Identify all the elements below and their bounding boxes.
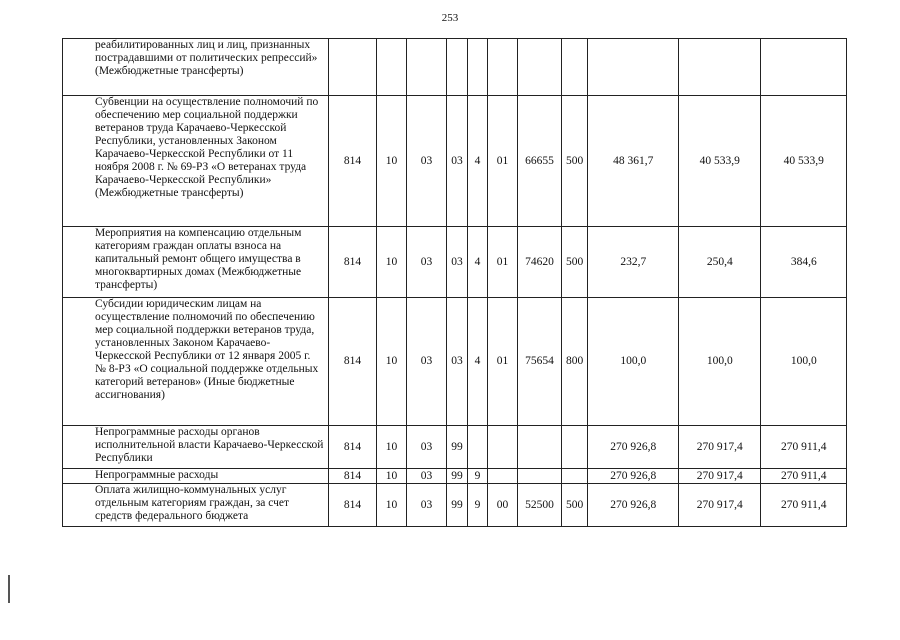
row-name: Оплата жилищно-коммунальных услуг отдельным категориям граждан, за счет средств федерального бюджета: [63, 484, 329, 527]
amount-col2: 100,0: [679, 298, 761, 426]
direction-code: [518, 39, 562, 96]
main-event-code: 01: [488, 227, 518, 298]
admin-code: 814: [329, 227, 377, 298]
expense-type-code: 800: [562, 298, 588, 426]
subprogram-code: 9: [468, 484, 488, 527]
expense-type-code: [562, 39, 588, 96]
amount-col3: 100,0: [761, 298, 847, 426]
table-row: [63, 96, 847, 227]
section-code: 10: [377, 298, 407, 426]
section-code: [377, 39, 407, 96]
admin-code: 814: [329, 469, 377, 484]
main-event-code: 00: [488, 484, 518, 527]
row-name: Субвенции на осуществление полномочий по обеспечению мер социальной поддержки ветеранов труда Карачаево-Черкесской Республики, установленных Законом Карачаево-Черкесской Республики от 11 ноября 2008 г. № 69-РЗ «О ветеранах труда Карачаево-Черкесской Республики» (Межбюджетные трансферты): [63, 96, 329, 227]
row-name: Непрограммные расходы: [63, 469, 329, 484]
admin-code: 814: [329, 298, 377, 426]
subprogram-code: 4: [468, 96, 488, 227]
subprogram-code: [468, 426, 488, 469]
subprogram-code: 4: [468, 298, 488, 426]
table-row: [63, 469, 847, 484]
amount-col1: 100,0: [588, 298, 679, 426]
amount-col3: 270 911,4: [761, 484, 847, 527]
expense-type-code: 500: [562, 96, 588, 227]
amount-col2: 250,4: [679, 227, 761, 298]
main-event-code: [488, 469, 518, 484]
main-event-code: [488, 426, 518, 469]
direction-code: 66655: [518, 96, 562, 227]
expense-type-code: 500: [562, 484, 588, 527]
expense-type-code: [562, 426, 588, 469]
table-row: [63, 39, 847, 96]
subsection-code: 03: [407, 96, 447, 227]
subprogram-code: 4: [468, 227, 488, 298]
amount-col2: 40 533,9: [679, 96, 761, 227]
amount-col3: 270 911,4: [761, 469, 847, 484]
budget-table: [62, 38, 847, 527]
amount-col1: 48 361,7: [588, 96, 679, 227]
program-code: 99: [447, 469, 468, 484]
amount-col1: [588, 39, 679, 96]
row-name: Мероприятия на компенсацию отдельным категориям граждан оплаты взноса на капитальный ремонт общего имущества в многоквартирных домах (Межбюджетные трансферты): [63, 227, 329, 298]
program-code: 03: [447, 298, 468, 426]
amount-col3: 270 911,4: [761, 426, 847, 469]
table-row: [63, 227, 847, 298]
subprogram-code: [468, 39, 488, 96]
section-code: 10: [377, 469, 407, 484]
subsection-code: 03: [407, 426, 447, 469]
subsection-code: 03: [407, 469, 447, 484]
section-code: 10: [377, 426, 407, 469]
direction-code: [518, 469, 562, 484]
admin-code: [329, 39, 377, 96]
row-name: реабилитированных лиц и лиц, признанных пострадавшими от политических репрессий» (Межбюджетные трансферты): [63, 39, 329, 96]
subsection-code: 03: [407, 298, 447, 426]
page-number: 253: [441, 12, 459, 24]
amount-col2: 270 917,4: [679, 484, 761, 527]
main-event-code: [488, 39, 518, 96]
amount-col2: [679, 39, 761, 96]
amount-col2: 270 917,4: [679, 469, 761, 484]
expense-type-code: 500: [562, 227, 588, 298]
section-code: 10: [377, 227, 407, 298]
row-name: Непрограммные расходы органов исполнительной власти Карачаево-Черкесской Республики: [63, 426, 329, 469]
table-row: [63, 484, 847, 527]
amount-col2: 270 917,4: [679, 426, 761, 469]
direction-code: 75654: [518, 298, 562, 426]
amount-col1: 270 926,8: [588, 484, 679, 527]
amount-col1: 232,7: [588, 227, 679, 298]
table-row: [63, 426, 847, 469]
expense-type-code: [562, 469, 588, 484]
amount-col3: [761, 39, 847, 96]
subsection-code: 03: [407, 484, 447, 527]
direction-code: 52500: [518, 484, 562, 527]
program-code: 03: [447, 96, 468, 227]
table-row: [63, 298, 847, 426]
row-name: Субсидии юридическим лицам на осуществление полномочий по обеспечению мер социальной поддержки ветеранов труда, установленных Законом Карачаево-Черкесской Республики от 12 января 2005 г. № 8-РЗ «О социальной поддержке отдельных категорий ветеранов» (Иные бюджетные ассигнования): [63, 298, 329, 426]
scan-edge-mark: [8, 575, 10, 603]
direction-code: [518, 426, 562, 469]
program-code: 99: [447, 426, 468, 469]
admin-code: 814: [329, 426, 377, 469]
subprogram-code: 9: [468, 469, 488, 484]
direction-code: 74620: [518, 227, 562, 298]
main-event-code: 01: [488, 96, 518, 227]
program-code: 03: [447, 227, 468, 298]
subsection-code: 03: [407, 227, 447, 298]
admin-code: 814: [329, 484, 377, 527]
amount-col1: 270 926,8: [588, 469, 679, 484]
amount-col1: 270 926,8: [588, 426, 679, 469]
program-code: 99: [447, 484, 468, 527]
amount-col3: 384,6: [761, 227, 847, 298]
admin-code: 814: [329, 96, 377, 227]
section-code: 10: [377, 96, 407, 227]
amount-col3: 40 533,9: [761, 96, 847, 227]
program-code: [447, 39, 468, 96]
main-event-code: 01: [488, 298, 518, 426]
section-code: 10: [377, 484, 407, 527]
subsection-code: [407, 39, 447, 96]
